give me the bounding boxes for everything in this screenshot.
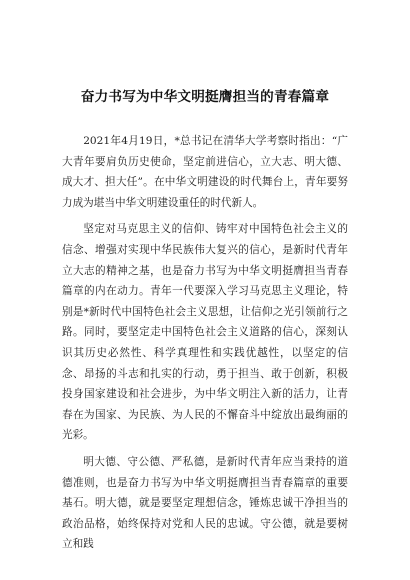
document-body — [62, 131, 348, 555]
paragraph-1: 2021年4月19日，*总书记在清华大学考察时指出：“广大青年要肩负历史使命，坚定前进信心，立大志、明大德、成大才、担大任”。在中华文明建设的时代舞台上，青年要努力成为堪当中华文明建设重任的时代新人。 — [62, 135, 348, 209]
document-title: 奋力书写为中华文明挺膺担当的青春篇章 — [80, 89, 330, 105]
paragraph-3: 明大德、守公德、严私德，是新时代青年应当秉持的道德准则，也是奋力书写为中华文明挺膺担当青春篇章的重要基石。明大德，就是要坚定理想信念，锤炼忠诚干净担当的政治品格，始终保持对党和人民的忠诚。守公德，就是要树立和践 — [62, 455, 348, 551]
paragraph-2: 坚定对马克思主义的信仰、铸牢对中国特色社会主义的信念、增强对实现中华民族伟大复兴的信心，是新时代青年立大志的精神之基，也是奋力书写为中华文明挺膺担当青春篇章的内在动力。青年一代要深入学习马克思主义理论，特别是*新时代中国特色社会主义思想，让信仰之光引领前行之路。同时，要坚定走中国特色社会主义道路的信心，深刻认识其历史必然性、科学真理性和实践优越性，以坚定的信念、昂扬的斗志和扎实的行动，勇于担当、敢于创新，积极投身国家建设和社会进步，为中华文明注入新的活力，让青春在为国家、为民族、为人民的不懈奋斗中绽放出最绚丽的光彩。 — [62, 223, 348, 442]
